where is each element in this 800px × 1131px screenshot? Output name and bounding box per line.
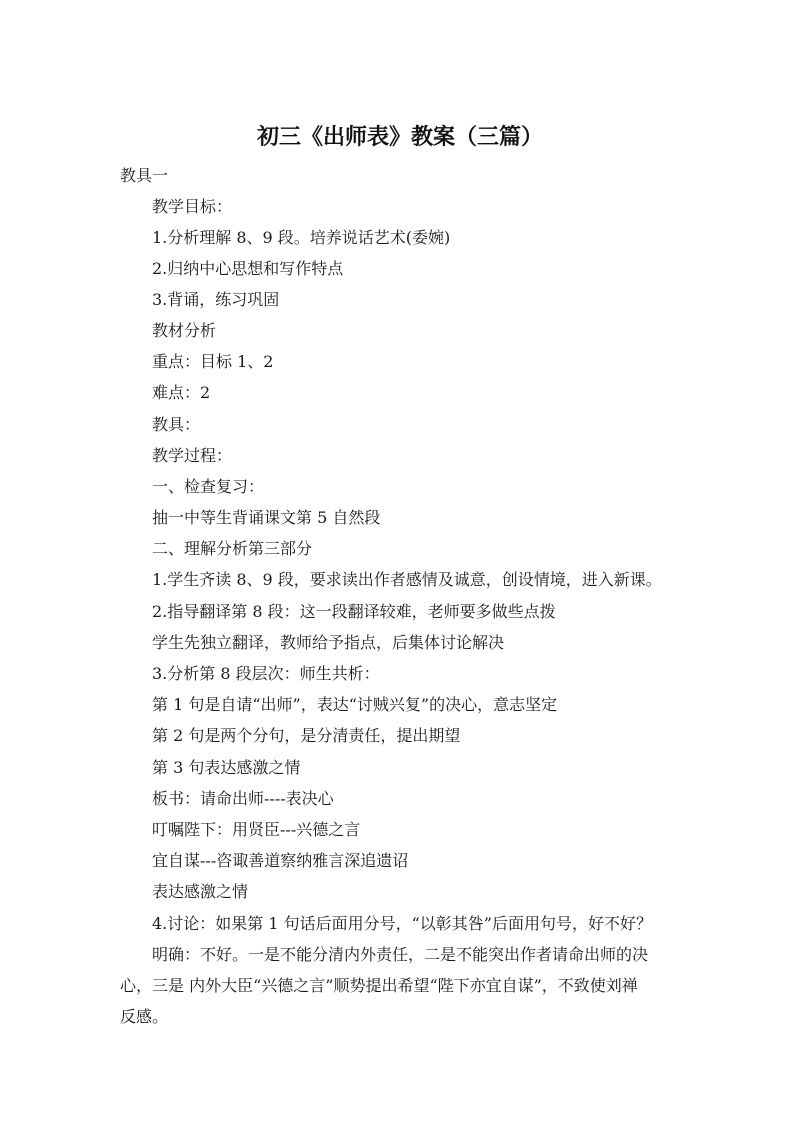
text-line: 1.分析理解 8、9 段。培养说话艺术(委婉): [152, 228, 451, 247]
text-line: 叮嘱陛下：用贤臣---兴德之言: [152, 820, 361, 839]
text-line: 第 2 句是两个分句，是分清责任，提出期望: [152, 726, 461, 745]
text-line: 表达感激之情: [152, 882, 249, 901]
text-line: 第 3 句表达感激之情: [152, 758, 301, 777]
text-line: 2.指导翻译第 8 段：这一段翻译较难，老师要多做些点拨: [152, 602, 556, 621]
text-line: 心，三是 内外大臣“兴德之言”顺势提出希望“陛下亦宜自谋”，不致使刘禅: [120, 976, 638, 995]
text-line: 2.归纳中心思想和写作特点: [152, 259, 344, 278]
text-line: 明确：不好。一是不能分清内外责任，二是不能突出作者请命出师的决: [152, 945, 649, 964]
text-line: 反感。: [120, 1007, 169, 1026]
text-line: 二、理解分析第三部分: [152, 539, 313, 558]
text-line: 教学过程：: [152, 446, 233, 465]
text-line: 宜自谋---咨诹善道察纳雅言深追遗诏: [152, 851, 409, 870]
text-line: 3.背诵，练习巩固: [152, 290, 280, 309]
text-line: 重点：目标 1、2: [152, 352, 274, 371]
text-line: 4.讨论：如果第 1 句话后面用分号，“以彰其咎”后面用句号，好不好？: [152, 914, 652, 933]
text-line: 板书：请命出师----表决心: [152, 789, 334, 808]
text-line: 第 1 句是自请“出师”，表达“讨贼兴复”的决心，意志坚定: [152, 695, 558, 714]
text-line: 难点：2: [152, 383, 211, 402]
text-line: 一、检查复习：: [152, 477, 265, 496]
text-line: 教材分析: [152, 321, 217, 340]
document-title: 初三《出师表》教案（三篇）: [256, 125, 543, 150]
text-line: 3.分析第 8 段层次：师生共析：: [152, 664, 380, 683]
text-line: 学生先独立翻译，教师给予指点，后集体讨论解决: [152, 633, 505, 652]
text-line: 抽一中等生背诵课文第 5 自然段: [152, 508, 381, 527]
text-line: 教学目标：: [152, 197, 233, 216]
section-heading: 教具一: [120, 166, 169, 185]
text-line: 1.学生齐读 8、9 段，要求读出作者感情及诚意，创设情境，进入新课。: [152, 570, 662, 589]
text-line: 教具：: [152, 415, 201, 434]
